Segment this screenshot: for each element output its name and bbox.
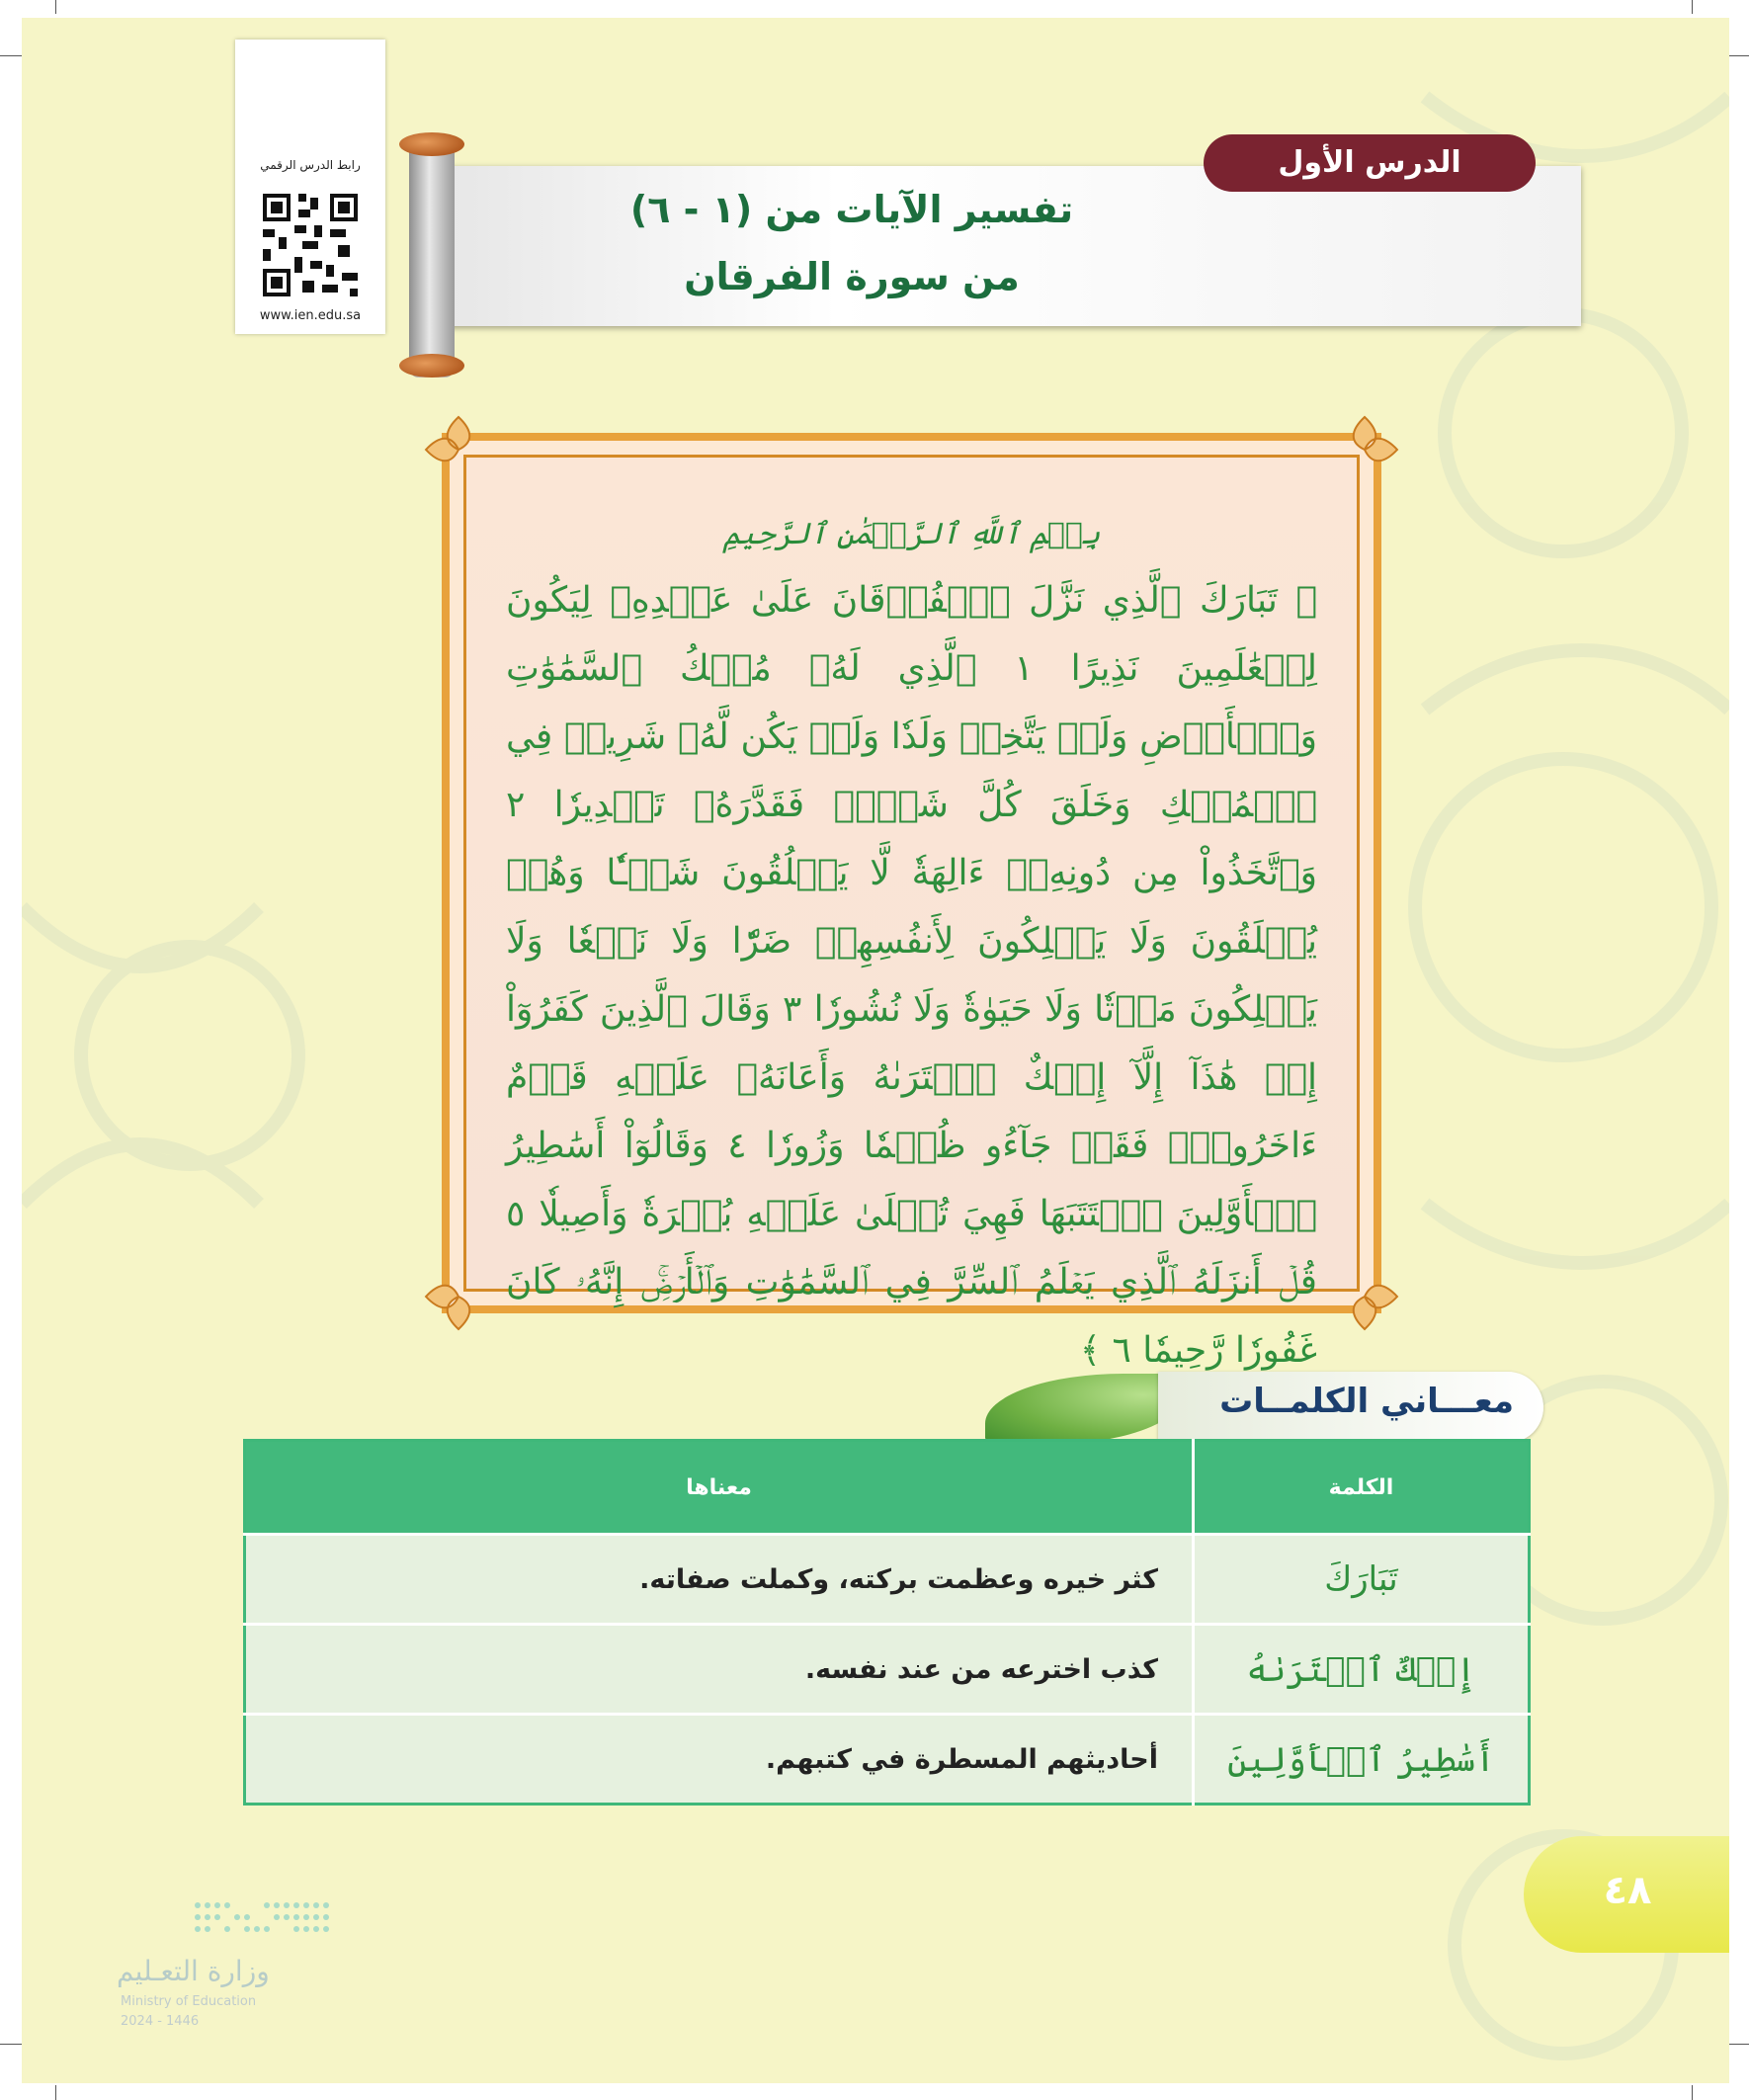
crop-mark [1692, 0, 1693, 14]
table-row [245, 1625, 1530, 1715]
qr-url[interactable]: www.ien.edu.sa [259, 308, 362, 323]
meaning-cell: أحاديثهم المسطرة في كتبهم. [245, 1715, 1194, 1805]
word-cell: إِفۡكٌ ٱفۡتَرَىٰهُ [1194, 1625, 1530, 1715]
corner-ornament-icon [1328, 413, 1401, 486]
meaning-cell: كذب اخترعه من عند نفسه. [245, 1625, 1194, 1715]
edition-year: 2024 - 1446 [121, 2014, 200, 2029]
ministry-name-english: Ministry of Education [121, 1994, 257, 2009]
word-cell: أَسَٰطِيرُ ٱلۡأَوَّلِينَ [1194, 1715, 1530, 1805]
scroll-roller-cap [399, 132, 464, 156]
crop-mark [55, 0, 56, 14]
basmala: بِسۡمِ ٱللَّهِ ٱلرَّحۡمَٰنِ ٱلرَّحِيمِ [722, 517, 1101, 551]
quran-verses-panel [463, 455, 1360, 1371]
textbook-page [22, 18, 1729, 2083]
crop-mark [55, 2085, 56, 2100]
quran-verses-text: ﴿ تَبَارَكَ ٱلَّذِي نَزَّلَ ٱلۡفُرۡقَانَ عَلَىٰ عَبۡدِهِۦ لِيَكُونَ لِلۡعَٰلَمِينَ نَذِيرًا ١ ٱلَّذِي لَهُۥ مُلۡكُ ٱلسَّمَٰوَٰتِ وَٱلۡأَرۡضِ وَلَمۡ يَتَّخِذۡ وَلَدٗا وَلَمۡ يَكُن لَّهُۥ شَرِيكٞ فِي ٱلۡمُلۡكِ وَخَلَقَ كُلَّ شَيۡءٖ فَقَدَّرَهُۥ تَقۡدِيرٗا ٢ وَٱتَّخَذُواْ مِن دُونِهِۦٓ ءَالِهَةٗ لَّا يَخۡلُقُونَ شَيۡـٔٗا وَهُمۡ يُخۡلَقُونَ وَلَا يَمۡلِكُونَ لِأَنفُسِهِمۡ ضَرّٗا وَلَا نَفۡعٗا وَلَا يَمۡلِكُونَ مَوۡتٗا وَلَا حَيَوٰةٗ وَلَا نُشُورٗا ٣ وَقَالَ ٱلَّذِينَ كَفَرُوٓاْ إِنۡ هَٰذَآ إِلَّآ إِفۡكٌ ٱفۡتَرَىٰهُ وَأَعَانَهُۥ عَلَيۡهِ قَوۡمٌ ءَاخَرُونَۖ فَقَدۡ جَآءُو ظُلۡمٗا وَزُورٗا ٤ وَقَالُوٓاْ أَسَٰطِيرُ ٱلۡأَوَّلِينَ ٱكۡتَتَبَهَا فَهِيَ تُمۡلَىٰ عَلَيۡهِ بُكۡرَةٗ وَأَصِيلٗا ٥ قُلۡ أَنزَلَهُ ٱلَّذِي يَعۡلَمُ ٱلسِّرَّ فِي ٱلسَّمَٰوَٰتِ وَٱلۡأَرۡضِۚ إِنَّهُۥ كَانَ غَفُورٗا رَّحِيمٗا ٦ ﴾ [506, 580, 1317, 1371]
scroll-roller-cap [399, 354, 464, 378]
crop-mark [1692, 2085, 1693, 2100]
qr-label: رابط الدرس الرقمي [260, 158, 361, 172]
lesson-title-line-1: تفسير الآيات من (١ - ٦) [629, 188, 1074, 231]
ministry-logo-icon [188, 1895, 336, 1955]
word-meanings-table [243, 1439, 1531, 1806]
lesson-title-line-2: من سورة الفرقان [684, 255, 1020, 298]
corner-ornament-icon [422, 413, 495, 486]
ministry-name-arabic: وزارة التعـليم [117, 1955, 270, 1987]
table-header-row [245, 1441, 1530, 1535]
scroll-roller [409, 140, 455, 378]
qr-code-icon[interactable] [259, 190, 362, 300]
column-header-word: الكلمة [1194, 1441, 1530, 1535]
lesson-number-badge: الدرس الأول [1204, 134, 1536, 192]
meaning-cell: كثر خيره وعظمت بركته، وكملت صفاته. [245, 1535, 1194, 1625]
column-header-meaning: معناها [245, 1441, 1194, 1535]
table-row [245, 1535, 1530, 1625]
corner-ornament-icon [422, 1260, 495, 1333]
corner-ornament-icon [1328, 1260, 1401, 1333]
page-number: ٤٨ [1603, 1868, 1652, 1913]
word-meanings-title: معـــاني الكلمــات [1219, 1382, 1514, 1421]
word-cell: تَبَارَكَ [1194, 1535, 1530, 1625]
quran-verses-frame [442, 433, 1381, 1371]
table-row [245, 1715, 1530, 1805]
digital-lesson-qr-card[interactable] [235, 40, 385, 334]
